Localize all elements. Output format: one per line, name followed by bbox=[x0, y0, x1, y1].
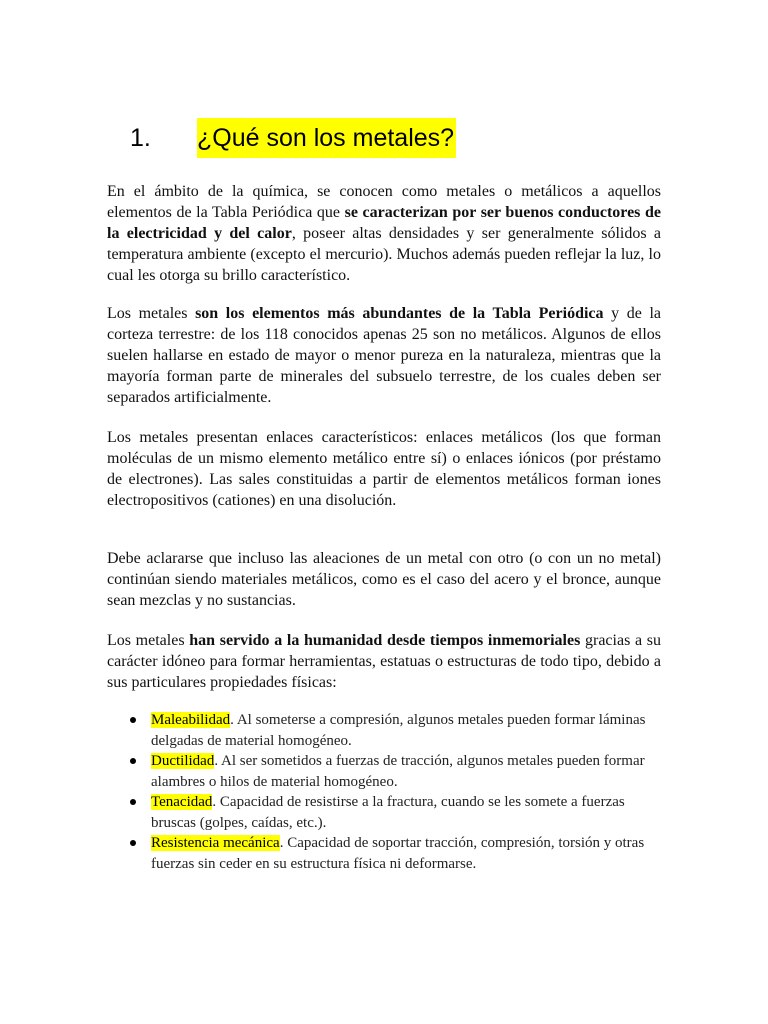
property-description: . Capacidad de soportar tracción, compresión, torsión y otras fuerzas sin ceder en su estructura física ni deformarse. bbox=[151, 835, 645, 872]
list-item bbox=[130, 792, 670, 833]
section-heading bbox=[130, 118, 456, 158]
properties-list bbox=[130, 710, 670, 874]
paragraph-bonds: Los metales presentan enlaces característicos: enlaces metálicos (los que forman moléculas de un mismo elemento metálico entre sí) o enlaces iónicos (por préstamo de electrones). Las sales constituidas a partir de elementos metálicos forman iones electropositivos (cationes) en una disolución. bbox=[107, 429, 661, 509]
paragraph-abundance bbox=[107, 303, 661, 408]
bullet-icon bbox=[130, 799, 136, 805]
paragraph-alloys: Debe aclararse que incluso las aleaciones de un metal con otro (o con un no metal) continúan siendo materiales metálicos, como es el caso del acero y el bronce, aunque sean mezclas y no sustancias. bbox=[107, 550, 661, 609]
heading-number: 1. bbox=[130, 124, 151, 152]
heading-title: ¿Qué son los metales? bbox=[197, 118, 456, 158]
property-term: Maleabilidad bbox=[151, 712, 231, 728]
property-description: . Al someterse a compresión, algunos metales pueden formar láminas delgadas de material homogéneo. bbox=[151, 712, 646, 749]
bullet-icon bbox=[130, 840, 136, 846]
p2-text-a: Los metales bbox=[107, 305, 196, 322]
list-item bbox=[130, 751, 670, 792]
p1-text-c: , poseer altas densidades y ser generalmente sólidos a temperatura ambiente (excepto el mercurio). Muchos además pueden reflejar la luz, lo cual les otorga su brillo característico. bbox=[107, 225, 661, 284]
property-description: . Capacidad de resistirse a la fractura, cuando se les somete a fuerzas bruscas (golpes, caídas, etc.). bbox=[151, 794, 625, 831]
p5-text-bold: han servido a la humanidad desde tiempos inmemoriales bbox=[189, 632, 581, 649]
property-description: . Al ser sometidos a fuerzas de tracción, algunos metales pueden formar alambres o hilos de material homogéneo. bbox=[151, 753, 645, 790]
bullet-icon bbox=[130, 758, 136, 764]
p2-text-c: y de la corteza terrestre: de los 118 conocidos apenas 25 son no metálicos. Algunos de ellos suelen hallarse en estado de mayor o menor pureza en la naturaleza, mientras que la mayoría forman parte de minerales del subsuelo terrestre, de los cuales deben ser separados artificialmente. bbox=[107, 305, 661, 406]
property-term: Ductilidad bbox=[151, 753, 215, 769]
bullet-icon bbox=[130, 717, 136, 723]
paragraph-uses bbox=[107, 630, 661, 693]
p5-text-c: gracias a su carácter idóneo para formar herramientas, estatuas o estructuras de todo tipo, debido a sus particulares propiedades físicas: bbox=[107, 632, 662, 691]
property-term: Resistencia mecánica bbox=[151, 835, 280, 851]
list-item bbox=[130, 710, 670, 751]
paragraph-definition bbox=[107, 181, 661, 286]
property-term: Tenacidad bbox=[151, 794, 213, 810]
p5-text-a: Los metales bbox=[107, 632, 190, 649]
p2-text-bold: son los elementos más abundantes de la Tabla Periódica bbox=[195, 305, 604, 322]
p1-text-a: En el ámbito de la química, se conocen como metales o metálicos a aquellos elementos de la Tabla Periódica que bbox=[107, 183, 661, 221]
p1-text-bold: se caracterizan por ser buenos conductores de la electricidad y del calor bbox=[107, 204, 661, 242]
list-item bbox=[130, 833, 670, 874]
